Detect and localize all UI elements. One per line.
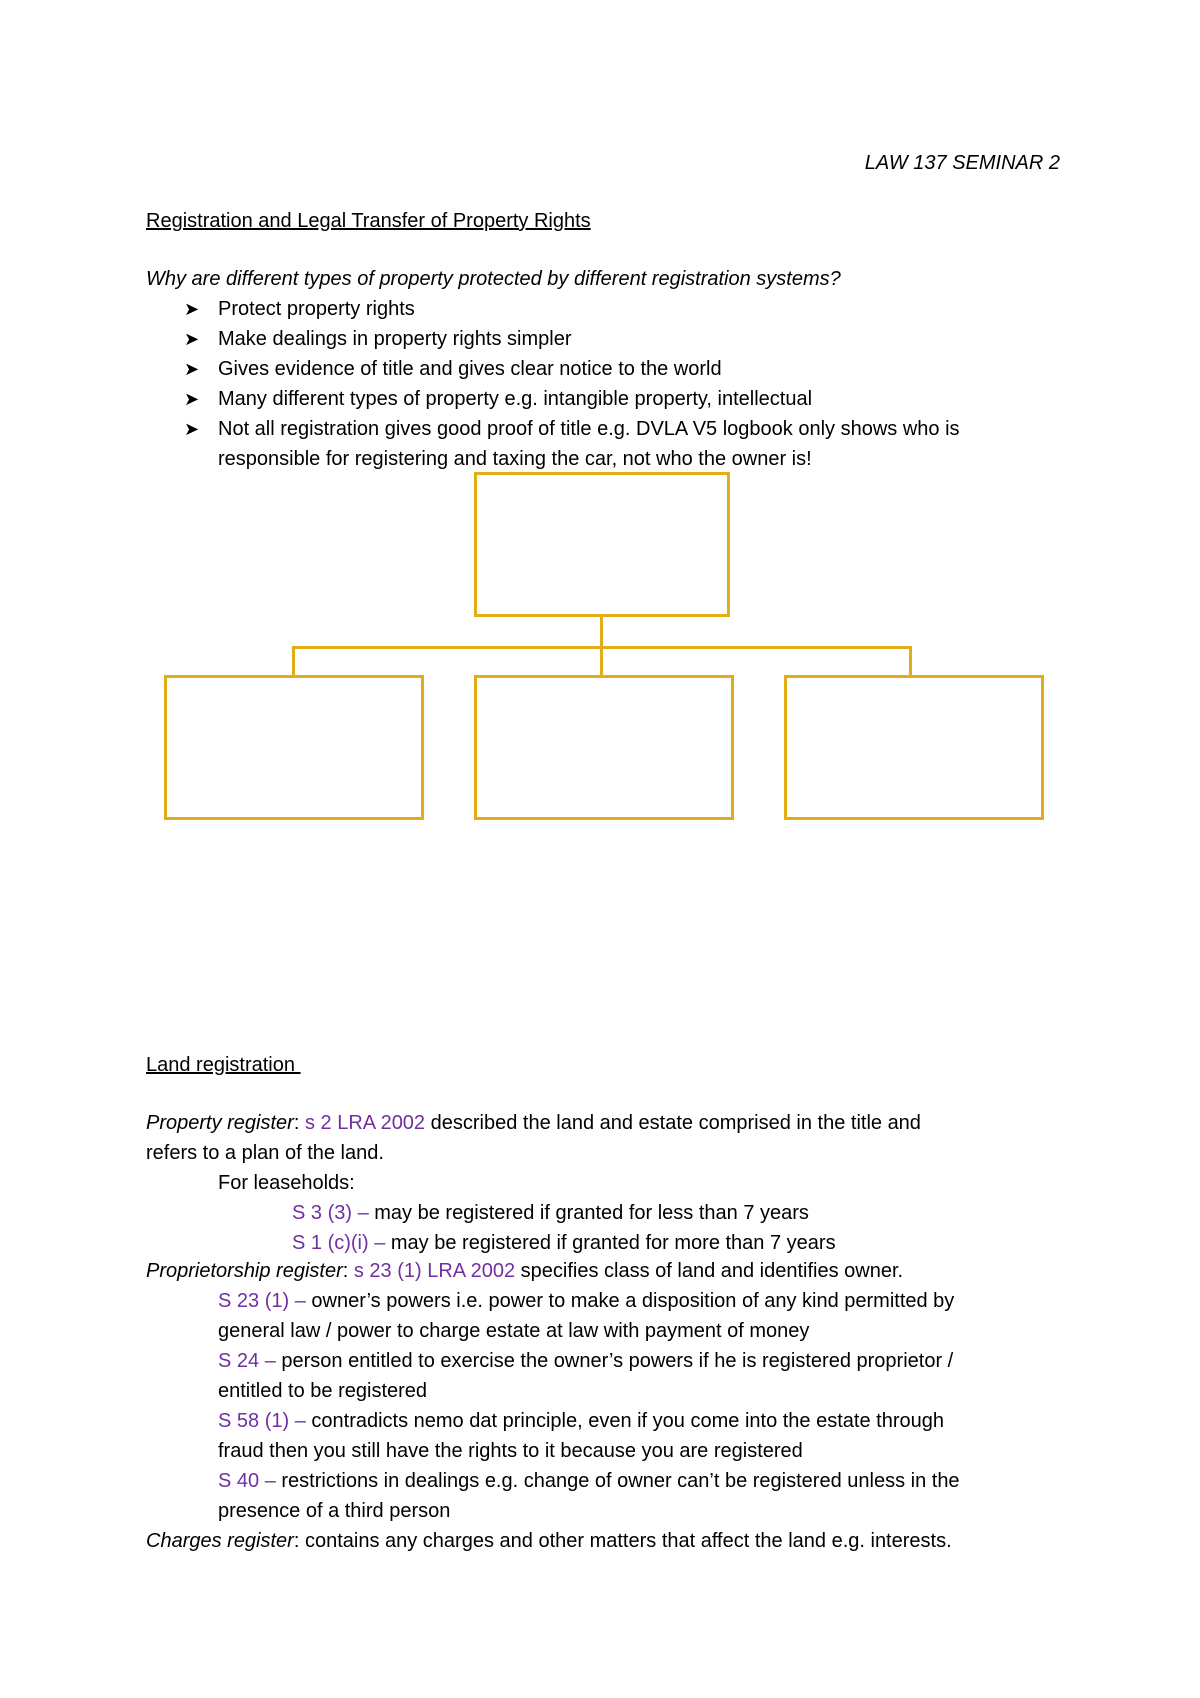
diagram-top-box	[474, 472, 730, 617]
statute-reference: S 40 –	[218, 1470, 276, 1492]
diagram-connector-middle	[600, 646, 603, 677]
statute-reference: S 3 (3) –	[292, 1202, 369, 1224]
diagram-connector-vertical	[600, 617, 603, 649]
diagram-connector-right	[909, 646, 912, 677]
charges-register-line: Charges register: contains any charges and other matters that affect the land e.g. interests.	[146, 1530, 952, 1552]
arrowhead-bullet-icon: ➤	[184, 389, 200, 409]
leasehold-item: S 1 (c)(i) – may be registered if granted for more than 7 years	[292, 1232, 836, 1254]
diagram-child-box-middle	[474, 675, 734, 820]
charges-register-label: Charges register	[146, 1530, 294, 1552]
list-item: ➤ Gives evidence of title and gives clear notice to the world	[184, 354, 960, 384]
leasehold-item: S 3 (3) – may be registered if granted for less than 7 years	[292, 1202, 809, 1224]
statute-reference: S 23 (1) –	[218, 1290, 306, 1312]
proprietorship-item-continuation: general law / power to charge estate at law with payment of money	[218, 1320, 810, 1342]
arrowhead-bullet-icon: ➤	[184, 359, 200, 379]
statute-reference: s 2 LRA 2002	[304, 1112, 426, 1134]
statute-reference: S 58 (1) –	[218, 1410, 306, 1432]
section-heading-land-registration: Land registration	[146, 1054, 301, 1076]
course-label: LAW 137 SEMINAR 2	[864, 152, 1060, 174]
list-item: ➤ Many different types of property e.g. intangible property, intellectual	[184, 384, 960, 414]
list-item: ➤ Protect property rights	[184, 294, 960, 324]
arrowhead-bullet-icon: ➤	[184, 329, 200, 349]
proprietorship-register-line: Proprietorship register: s 23 (1) LRA 2002 specifies class of land and identifies owner.	[146, 1260, 904, 1282]
list-item: ➤ Not all registration gives good proof of title e.g. DVLA V5 logbook only shows who is	[184, 414, 960, 444]
proprietorship-item-continuation: presence of a third person	[218, 1500, 451, 1522]
arrowhead-bullet-icon: ➤	[184, 299, 200, 319]
statute-reference: S 1 (c)(i) –	[292, 1232, 386, 1254]
proprietorship-item: S 40 – restrictions in dealings e.g. change of owner can’t be registered unless in the	[218, 1470, 960, 1492]
property-register-line: Property register: s 2 LRA 2002 described the land and estate comprised in the title and	[146, 1112, 921, 1134]
leaseholds-label: For leaseholds:	[218, 1172, 355, 1194]
proprietorship-item: S 23 (1) – owner’s powers i.e. power to make a disposition of any kind permitted by	[218, 1290, 955, 1312]
bullet-list	[184, 294, 960, 474]
arrowhead-bullet-icon: ➤	[184, 419, 200, 439]
diagram-child-box-right	[784, 675, 1044, 820]
proprietorship-register-label: Proprietorship register	[146, 1260, 343, 1282]
proprietorship-item-continuation: fraud then you still have the rights to it because you are registered	[218, 1440, 803, 1462]
section-question: Why are different types of property protected by different registration systems?	[146, 268, 841, 290]
list-item: ➤ Make dealings in property rights simpler	[184, 324, 960, 354]
proprietorship-item: S 24 – person entitled to exercise the owner’s powers if he is registered proprietor /	[218, 1350, 954, 1372]
property-register-label: Property register	[146, 1112, 294, 1134]
property-register-line-2: refers to a plan of the land.	[146, 1142, 384, 1164]
diagram-child-box-left	[164, 675, 424, 820]
statute-reference: s 23 (1) LRA 2002	[353, 1260, 516, 1282]
proprietorship-item: S 58 (1) – contradicts nemo dat principle, even if you come into the estate through	[218, 1410, 944, 1432]
proprietorship-item-continuation: entitled to be registered	[218, 1380, 428, 1402]
statute-reference: S 24 –	[218, 1350, 276, 1372]
list-item-continuation: responsible for registering and taxing the car, not who the owner is!	[218, 448, 812, 470]
section-heading-registration: Registration and Legal Transfer of Property Rights	[146, 210, 591, 232]
diagram-connector-left	[292, 646, 295, 677]
